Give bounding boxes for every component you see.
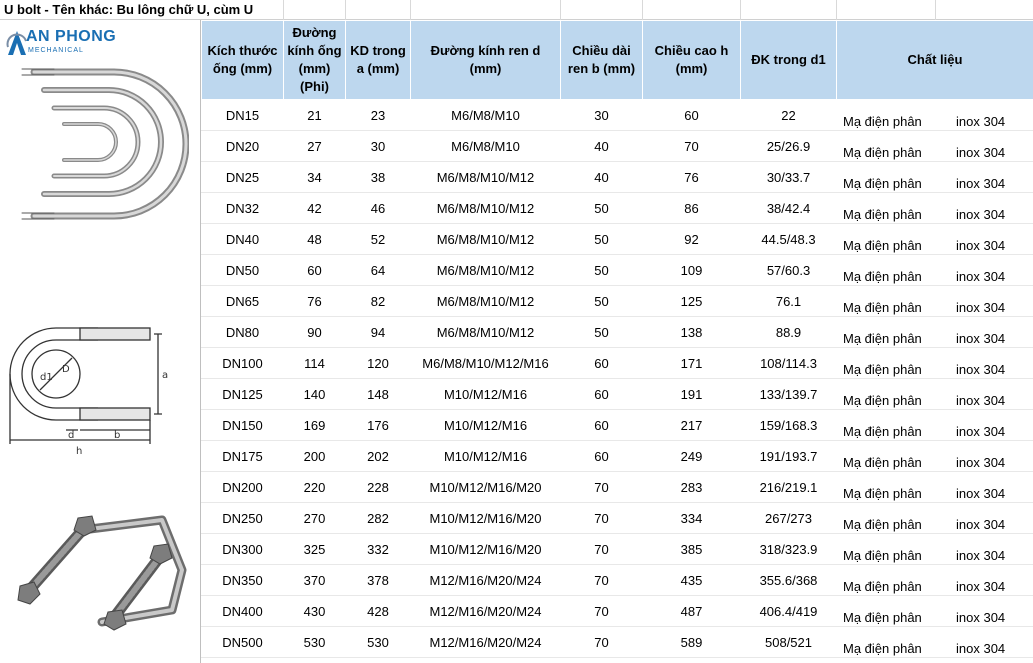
cell-outer-diameter: 48 — [284, 224, 346, 255]
cell-thread-length: 50 — [561, 193, 643, 224]
cell-size: DN80 — [202, 317, 284, 348]
cell-outer-diameter: 270 — [284, 503, 346, 534]
table-row — [202, 534, 1033, 565]
cell-inner-d1: 44.5/48.3 — [741, 224, 837, 255]
cell-material-steel: inox 304 — [936, 627, 1033, 658]
cell-outer-diameter: 169 — [284, 410, 346, 441]
cell-size: DN150 — [202, 410, 284, 441]
u-bolt-dimension-diagram-icon — [6, 320, 186, 470]
cell-kd: 228 — [346, 472, 411, 503]
cell-outer-diameter: 21 — [284, 100, 346, 131]
an-phong-logo — [6, 28, 126, 64]
cell-size: DN500 — [202, 627, 284, 658]
cell-height: 334 — [643, 503, 741, 534]
cell-size: DN65 — [202, 286, 284, 317]
cell-kd: 148 — [346, 379, 411, 410]
cell-material-steel: inox 304 — [936, 224, 1033, 255]
cell-thread-length: 70 — [561, 596, 643, 627]
cell-thread-length: 50 — [561, 224, 643, 255]
cell-material-steel: inox 304 — [936, 596, 1033, 627]
cell-inner-d1: 38/42.4 — [741, 193, 837, 224]
cell-thread-length: 30 — [561, 100, 643, 131]
cell-material-coating: Mạ điện phân — [837, 348, 936, 379]
cell-height: 589 — [643, 627, 741, 658]
cell-material-steel: inox 304 — [936, 193, 1033, 224]
cell-height: 92 — [643, 224, 741, 255]
cell-material-coating: Mạ điện phân — [837, 286, 936, 317]
cell-inner-d1: 191/193.7 — [741, 441, 837, 472]
cell-inner-d1: 355.6/368 — [741, 565, 837, 596]
cell-inner-d1: 406.4/419 — [741, 596, 837, 627]
sheet-title: U bolt - Tên khác: Bu lông chữ U, cùm U — [4, 2, 254, 17]
cell-material-steel: inox 304 — [936, 472, 1033, 503]
cell-size: DN125 — [202, 379, 284, 410]
table-row — [202, 162, 1033, 193]
cell-kd: 202 — [346, 441, 411, 472]
cell-thread-length: 70 — [561, 627, 643, 658]
cell-material-steel: inox 304 — [936, 565, 1033, 596]
cell-kd: 64 — [346, 255, 411, 286]
cell-material-steel: inox 304 — [936, 255, 1033, 286]
cell-material-coating: Mạ điện phân — [837, 534, 936, 565]
cell-size: DN350 — [202, 565, 284, 596]
product-images-panel — [0, 20, 201, 663]
cell-kd: 46 — [346, 193, 411, 224]
cell-thread-diameter: M10/M12/M16/M20 — [411, 472, 561, 503]
table-row — [202, 317, 1033, 348]
cell-thread-diameter: M6/M8/M10/M12 — [411, 317, 561, 348]
table-row — [202, 131, 1033, 162]
diagram-label-b: b — [114, 430, 121, 441]
u-bolts-photo-icon — [14, 60, 189, 240]
cell-height: 487 — [643, 596, 741, 627]
cell-outer-diameter: 220 — [284, 472, 346, 503]
cell-material-coating: Mạ điện phân — [837, 565, 936, 596]
cell-thread-length: 60 — [561, 379, 643, 410]
logo-brand: AN PHONG — [26, 28, 117, 45]
cell-material-coating: Mạ điện phân — [837, 472, 936, 503]
table-row — [202, 441, 1033, 472]
cell-material-steel: inox 304 — [936, 348, 1033, 379]
cell-thread-diameter: M6/M8/M10/M12 — [411, 193, 561, 224]
cell-outer-diameter: 27 — [284, 131, 346, 162]
cell-inner-d1: 22 — [741, 100, 837, 131]
cell-inner-d1: 133/139.7 — [741, 379, 837, 410]
cell-height: 76 — [643, 162, 741, 193]
cell-thread-diameter: M10/M12/M16 — [411, 379, 561, 410]
cell-thread-length: 70 — [561, 503, 643, 534]
logo-sub: MECHANICAL — [28, 47, 84, 54]
cell-material-coating: Mạ điện phân — [837, 379, 936, 410]
cell-thread-length: 40 — [561, 162, 643, 193]
cell-thread-diameter: M6/M8/M10/M12 — [411, 162, 561, 193]
cell-outer-diameter: 34 — [284, 162, 346, 193]
cell-material-steel: inox 304 — [936, 534, 1033, 565]
cell-kd: 282 — [346, 503, 411, 534]
table-row — [202, 348, 1033, 379]
cell-thread-diameter: M10/M12/M16/M20 — [411, 503, 561, 534]
cell-thread-length: 70 — [561, 565, 643, 596]
cell-thread-diameter: M6/M8/M10/M12 — [411, 224, 561, 255]
header-outer-diameter: Đường kính ống (mm) (Phi) — [284, 21, 346, 100]
cell-outer-diameter: 90 — [284, 317, 346, 348]
cell-inner-d1: 25/26.9 — [741, 131, 837, 162]
cell-thread-length: 60 — [561, 441, 643, 472]
cell-height: 171 — [643, 348, 741, 379]
cell-material-coating: Mạ điện phân — [837, 627, 936, 658]
cell-material-steel: inox 304 — [936, 100, 1033, 131]
cell-material-steel: inox 304 — [936, 379, 1033, 410]
table-header-row — [202, 21, 1033, 100]
cell-material-steel: inox 304 — [936, 410, 1033, 441]
header-kd: KD trong a (mm) — [346, 21, 411, 100]
cell-inner-d1: 318/323.9 — [741, 534, 837, 565]
header-height: Chiều cao h (mm) — [643, 21, 741, 100]
cell-thread-diameter: M6/M8/M10/M12 — [411, 286, 561, 317]
cell-material-coating: Mạ điện phân — [837, 596, 936, 627]
cell-material-coating: Mạ điện phân — [837, 255, 936, 286]
cell-height: 109 — [643, 255, 741, 286]
cell-size: DN20 — [202, 131, 284, 162]
cell-thread-diameter: M10/M12/M16/M20 — [411, 534, 561, 565]
cell-kd: 30 — [346, 131, 411, 162]
cell-outer-diameter: 76 — [284, 286, 346, 317]
cell-kd: 52 — [346, 224, 411, 255]
cell-material-coating: Mạ điện phân — [837, 224, 936, 255]
cell-height: 70 — [643, 131, 741, 162]
cell-thread-diameter: M10/M12/M16 — [411, 410, 561, 441]
table-row — [202, 596, 1033, 627]
diagram-label-h: h — [76, 446, 83, 457]
cell-thread-length: 70 — [561, 534, 643, 565]
cell-inner-d1: 108/114.3 — [741, 348, 837, 379]
header-thread-diameter: Đường kính ren d (mm) — [411, 21, 561, 100]
cell-size: DN40 — [202, 224, 284, 255]
diagram-label-d1: d1 — [40, 372, 53, 383]
cell-inner-d1: 267/273 — [741, 503, 837, 534]
table-row — [202, 472, 1033, 503]
cell-material-coating: Mạ điện phân — [837, 162, 936, 193]
cell-inner-d1: 76.1 — [741, 286, 837, 317]
diagram-label-d: d — [68, 430, 75, 441]
table-row — [202, 286, 1033, 317]
table-row — [202, 255, 1033, 286]
u-bolt-spec-table — [201, 20, 1033, 658]
cell-size: DN15 — [202, 100, 284, 131]
cell-kd: 378 — [346, 565, 411, 596]
table-row — [202, 379, 1033, 410]
cell-outer-diameter: 60 — [284, 255, 346, 286]
header-size: Kích thước ống (mm) — [202, 21, 284, 100]
cell-material-steel: inox 304 — [936, 162, 1033, 193]
cell-inner-d1: 159/168.3 — [741, 410, 837, 441]
table-row — [202, 410, 1033, 441]
cell-outer-diameter: 200 — [284, 441, 346, 472]
cell-kd: 176 — [346, 410, 411, 441]
cell-material-steel: inox 304 — [936, 286, 1033, 317]
logo-mark-icon — [6, 29, 28, 57]
cell-material-coating: Mạ điện phân — [837, 100, 936, 131]
cell-height: 385 — [643, 534, 741, 565]
cell-material-coating: Mạ điện phân — [837, 410, 936, 441]
cell-material-coating: Mạ điện phân — [837, 441, 936, 472]
cell-size: DN200 — [202, 472, 284, 503]
cell-height: 86 — [643, 193, 741, 224]
cell-outer-diameter: 325 — [284, 534, 346, 565]
cell-outer-diameter: 370 — [284, 565, 346, 596]
cell-kd: 428 — [346, 596, 411, 627]
cell-inner-d1: 30/33.7 — [741, 162, 837, 193]
cell-kd: 94 — [346, 317, 411, 348]
cell-thread-diameter: M6/M8/M10/M12/M16 — [411, 348, 561, 379]
cell-thread-length: 60 — [561, 410, 643, 441]
diagram-label-D: D — [62, 364, 70, 375]
cell-kd: 23 — [346, 100, 411, 131]
cell-thread-length: 70 — [561, 472, 643, 503]
cell-inner-d1: 216/219.1 — [741, 472, 837, 503]
cell-thread-diameter: M6/M8/M10 — [411, 131, 561, 162]
cell-thread-diameter: M6/M8/M10/M12 — [411, 255, 561, 286]
cell-size: DN400 — [202, 596, 284, 627]
cell-material-steel: inox 304 — [936, 131, 1033, 162]
cell-thread-length: 50 — [561, 317, 643, 348]
square-u-bolt-photo-icon — [12, 490, 192, 640]
cell-inner-d1: 57/60.3 — [741, 255, 837, 286]
cell-material-steel: inox 304 — [936, 441, 1033, 472]
sheet-title-row — [0, 0, 1033, 20]
table-row — [202, 224, 1033, 255]
cell-outer-diameter: 42 — [284, 193, 346, 224]
cell-material-coating: Mạ điện phân — [837, 317, 936, 348]
table-row — [202, 100, 1033, 131]
cell-thread-length: 60 — [561, 348, 643, 379]
cell-thread-length: 50 — [561, 286, 643, 317]
cell-size: DN25 — [202, 162, 284, 193]
cell-size: DN175 — [202, 441, 284, 472]
cell-height: 191 — [643, 379, 741, 410]
table-row — [202, 503, 1033, 534]
cell-thread-diameter: M12/M16/M20/M24 — [411, 627, 561, 658]
cell-kd: 82 — [346, 286, 411, 317]
cell-outer-diameter: 430 — [284, 596, 346, 627]
cell-material-steel: inox 304 — [936, 503, 1033, 534]
cell-height: 435 — [643, 565, 741, 596]
cell-inner-d1: 508/521 — [741, 627, 837, 658]
cell-height: 60 — [643, 100, 741, 131]
cell-material-steel: inox 304 — [936, 317, 1033, 348]
cell-size: DN100 — [202, 348, 284, 379]
cell-outer-diameter: 140 — [284, 379, 346, 410]
cell-thread-diameter: M6/M8/M10 — [411, 100, 561, 131]
cell-outer-diameter: 114 — [284, 348, 346, 379]
cell-kd: 38 — [346, 162, 411, 193]
cell-kd: 530 — [346, 627, 411, 658]
diagram-label-a: a — [162, 370, 169, 381]
cell-thread-diameter: M12/M16/M20/M24 — [411, 596, 561, 627]
cell-outer-diameter: 530 — [284, 627, 346, 658]
cell-size: DN300 — [202, 534, 284, 565]
header-material: Chất liệu — [837, 21, 1033, 100]
cell-thread-length: 50 — [561, 255, 643, 286]
cell-height: 217 — [643, 410, 741, 441]
cell-thread-diameter: M10/M12/M16 — [411, 441, 561, 472]
cell-material-coating: Mạ điện phân — [837, 503, 936, 534]
table-row — [202, 193, 1033, 224]
cell-kd: 120 — [346, 348, 411, 379]
cell-thread-length: 40 — [561, 131, 643, 162]
cell-inner-d1: 88.9 — [741, 317, 837, 348]
cell-thread-diameter: M12/M16/M20/M24 — [411, 565, 561, 596]
cell-size: DN50 — [202, 255, 284, 286]
table-body — [202, 100, 1033, 658]
header-thread-length: Chiều dài ren b (mm) — [561, 21, 643, 100]
cell-height: 138 — [643, 317, 741, 348]
cell-kd: 332 — [346, 534, 411, 565]
cell-material-coating: Mạ điện phân — [837, 131, 936, 162]
table-row — [202, 627, 1033, 658]
cell-height: 249 — [643, 441, 741, 472]
cell-height: 283 — [643, 472, 741, 503]
cell-height: 125 — [643, 286, 741, 317]
cell-size: DN32 — [202, 193, 284, 224]
header-inner-d1: ĐK trong d1 — [741, 21, 837, 100]
table-row — [202, 565, 1033, 596]
cell-material-coating: Mạ điện phân — [837, 193, 936, 224]
cell-size: DN250 — [202, 503, 284, 534]
